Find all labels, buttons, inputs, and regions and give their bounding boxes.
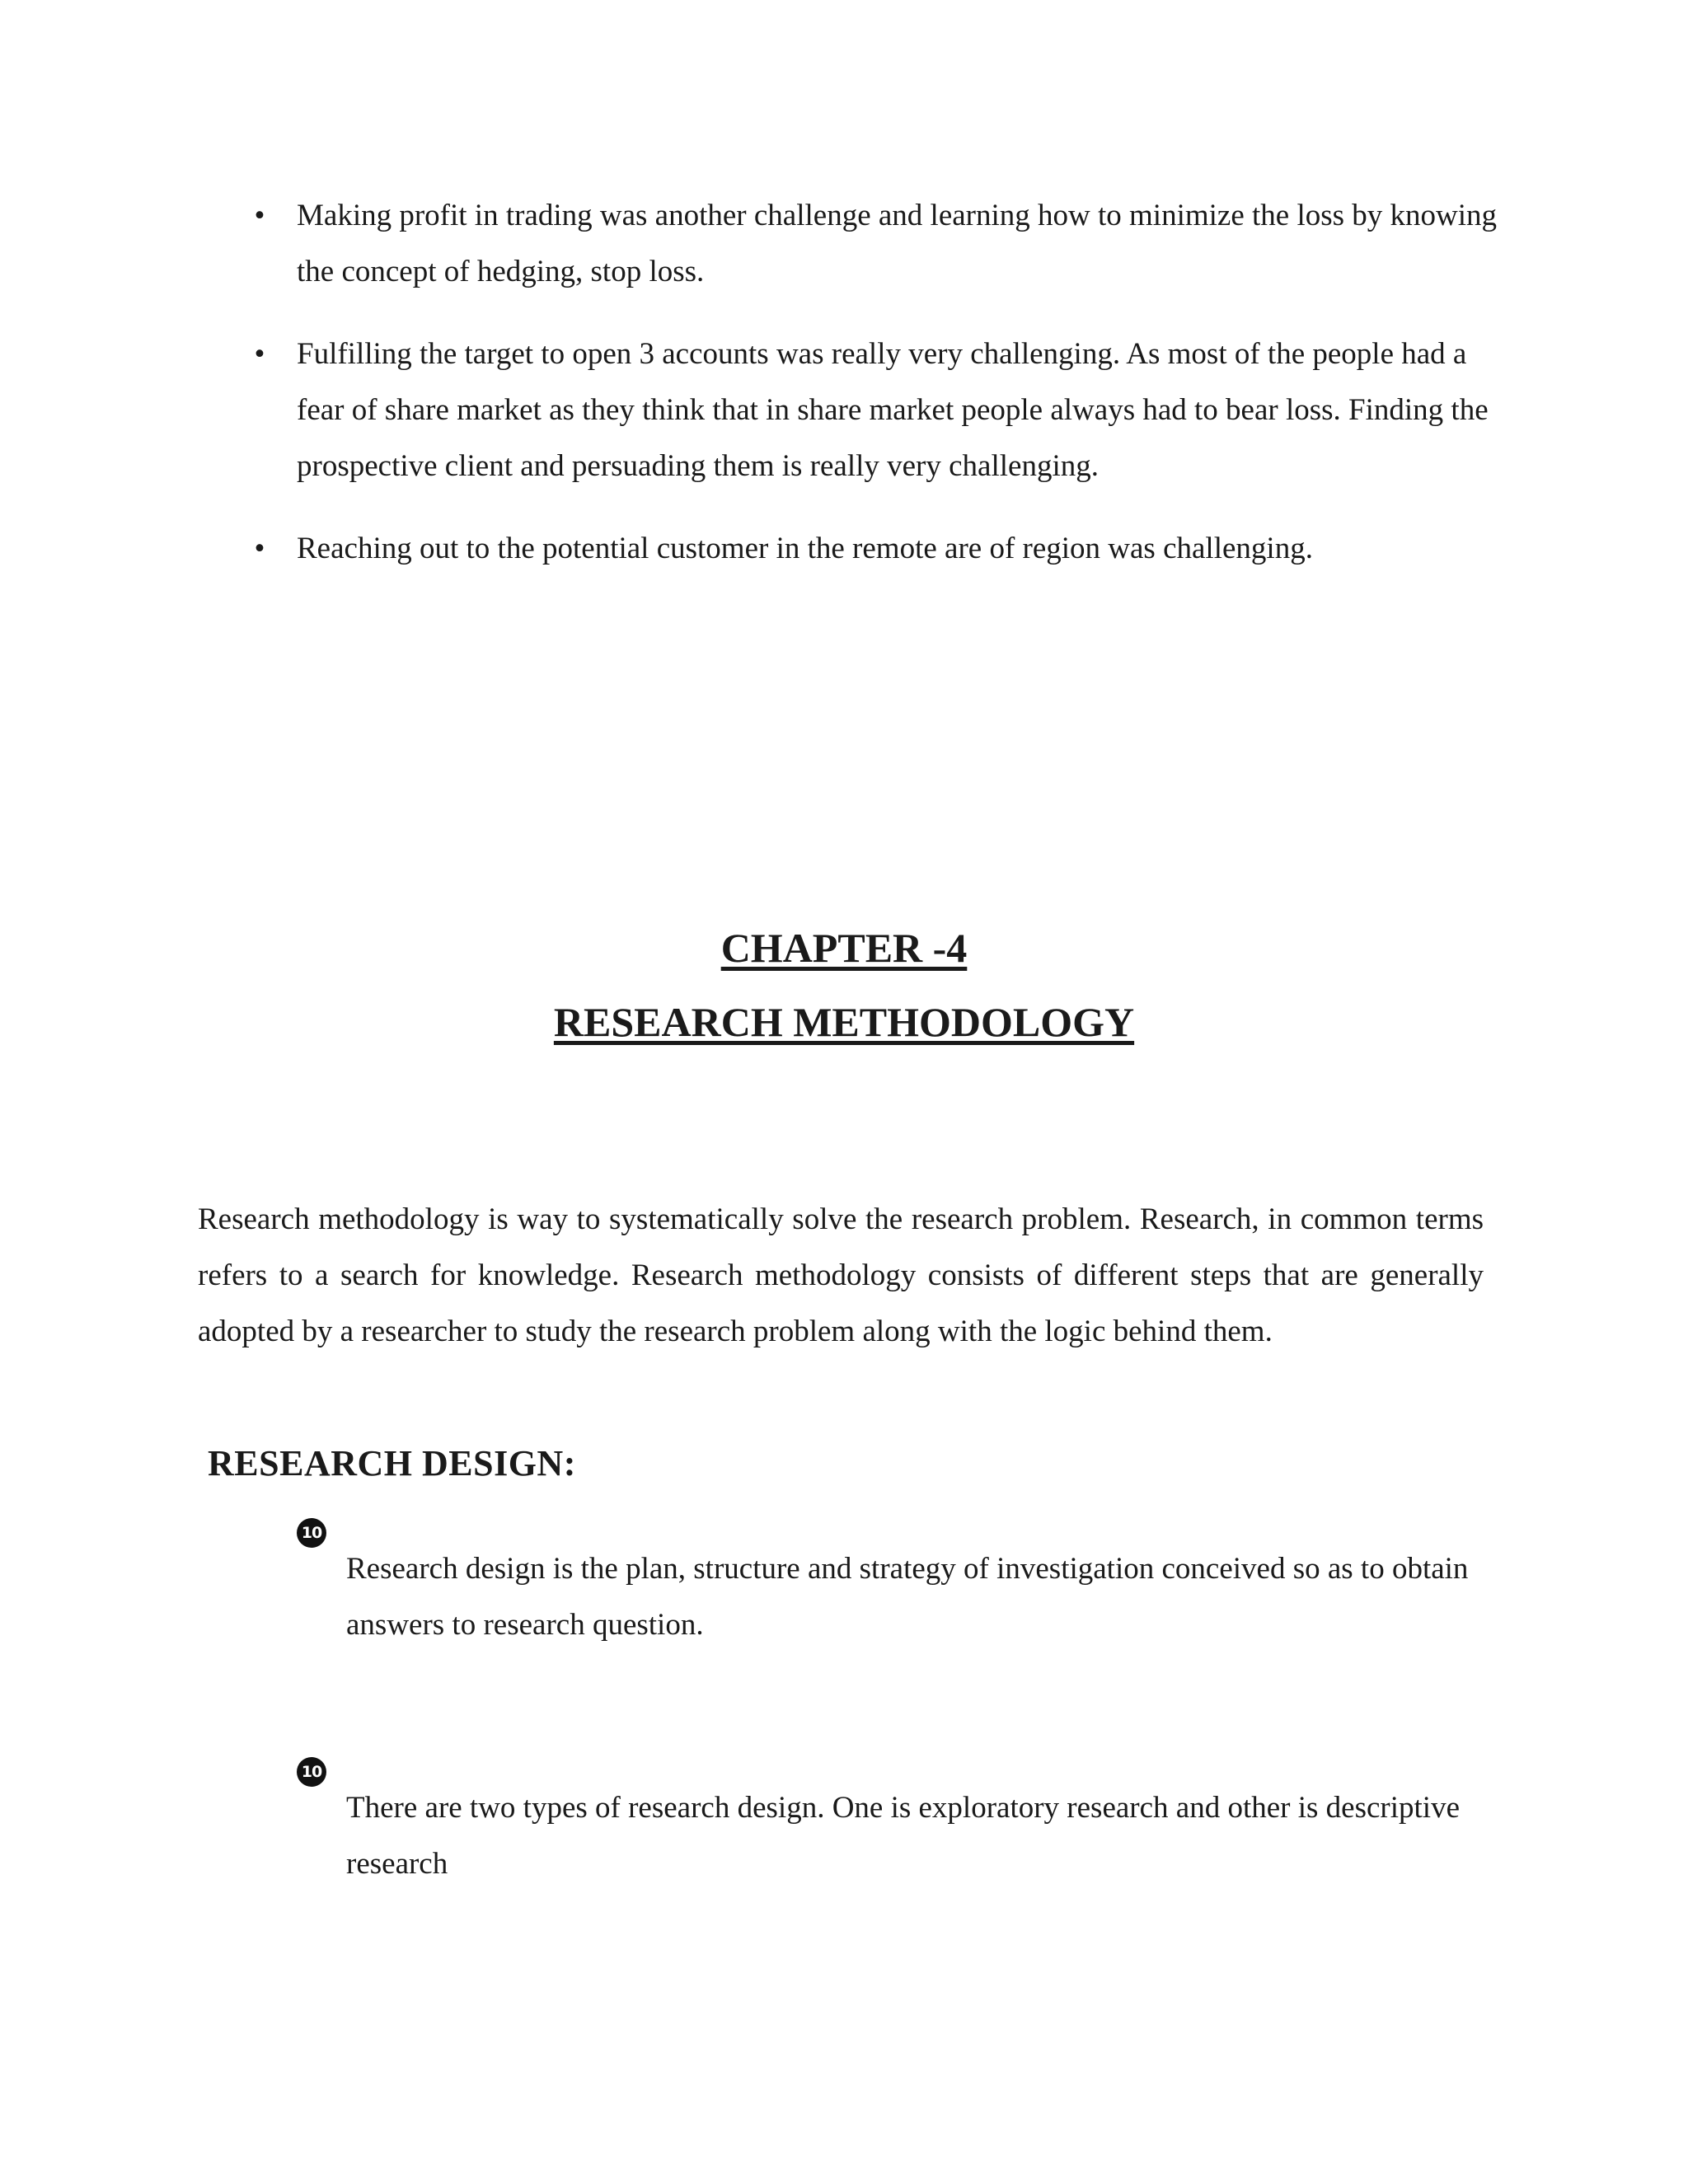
point-text: There are two types of research design. One is exploratory research and other is descriptive research (346, 1791, 1460, 1881)
bullet-item (247, 188, 1500, 300)
chapter-title: CHAPTER -4 (720, 925, 968, 971)
bullet-text: Reaching out to the potential customer in the remote are of region was challenging. (297, 532, 1313, 565)
research-design-heading: RESEARCH DESIGN: (208, 1443, 576, 1483)
point-text: Research design is the plan, structure and strategy of investigation conceived so as to obtain answers to research question. (346, 1552, 1469, 1642)
numbered-circle-icon: 10 (297, 1757, 326, 1787)
bullet-icon: • (254, 532, 265, 565)
bullet-text: Making profit in trading was another challenge and learning how to minimize the loss by knowing the concept of hedging, stop loss. (297, 199, 1498, 288)
bullet-icon: • (254, 199, 265, 232)
challenges-bullet-list (247, 188, 1500, 603)
numbered-circle-icon: 10 (297, 1518, 326, 1548)
bullet-item (247, 326, 1500, 494)
intro-paragraph: Research methodology is way to systematically solve the research problem. Research, in common terms refers to a search for knowledge. Research methodology consists of different steps that are generally adopted by a researcher to study the research problem along with the logic behind them. (198, 1202, 1484, 1348)
bullet-text: Fulfilling the target to open 3 accounts was really very challenging. As most of the people had a fear of share market as they think that in share market people always had to bear loss. Finding the prospective client and persuading them is really very challenging. (297, 337, 1489, 483)
chapter-subtitle: RESEARCH METHODOLOGY (553, 999, 1135, 1045)
chapter-heading (0, 921, 1688, 1048)
bullet-item (247, 521, 1500, 577)
bullet-icon: • (254, 337, 265, 371)
